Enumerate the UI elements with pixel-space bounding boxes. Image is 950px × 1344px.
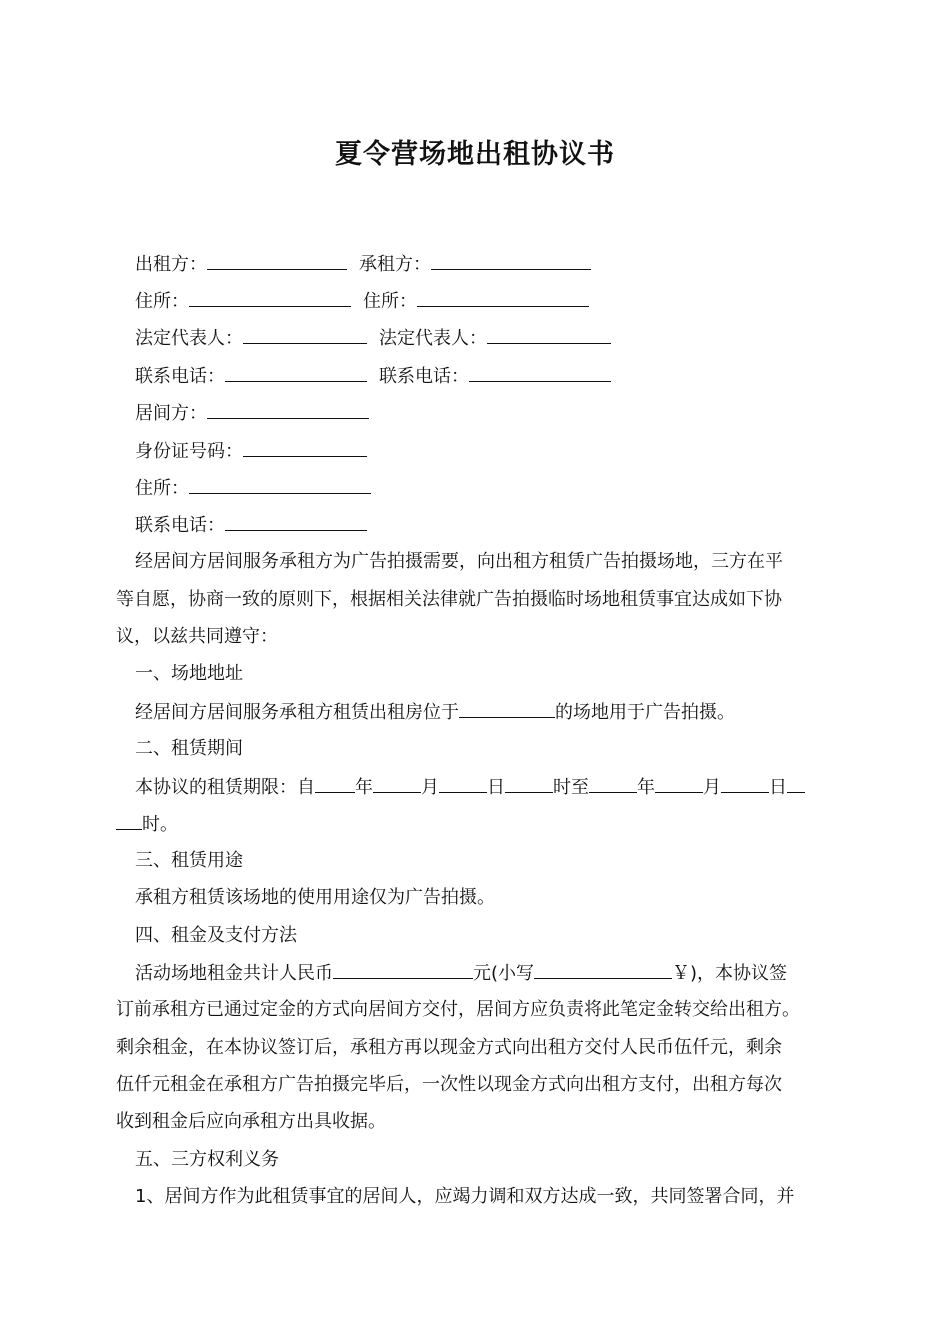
section-5-heading: 五、三方权利义务 <box>135 1149 279 1170</box>
lessee-field[interactable] <box>431 252 591 270</box>
id-row <box>116 439 865 464</box>
section-4-line-3: 伍仟元租金在承租方广告拍摄完毕后，一次性以现金方式向出租方支付，出租方每次 <box>116 1074 782 1095</box>
lessor-address-label: 住所： <box>135 291 189 312</box>
year-unit: 年 <box>355 777 373 798</box>
month-unit: 月 <box>703 777 721 798</box>
section-3-heading: 三、租赁用途 <box>135 850 243 871</box>
lessee-phone-field[interactable] <box>469 364 611 382</box>
broker-address-field[interactable] <box>189 476 371 494</box>
end-hour-field[interactable] <box>116 812 142 830</box>
section-5-item-1: 1、居间方作为此租赁事宜的居间人，应竭力调和双方达成一致，共同签署合同，并 <box>135 1186 795 1207</box>
lessee-legal-rep-field[interactable] <box>487 326 611 344</box>
party-row-1 <box>116 252 865 277</box>
lessor-address-field[interactable] <box>189 289 351 307</box>
site-location-field[interactable] <box>459 700 555 718</box>
section-4-line-1: 订前承租方已通过定金的方式向居间方交付，居间方应负责将此笔定金转交给出租方。 <box>116 999 800 1020</box>
lessee-label: 承租方： <box>359 254 431 275</box>
lessor-label: 出租方： <box>135 254 207 275</box>
broker-address-row <box>116 476 865 501</box>
party-row-4 <box>116 364 865 389</box>
hour-end-text: 时。 <box>142 814 178 835</box>
rent-tail-text: ￥)，本协议签 <box>672 963 788 984</box>
rent-uppercase-field[interactable] <box>333 961 473 979</box>
lessor-legal-rep-label: 法定代表人： <box>135 328 243 349</box>
section-1-text-b: 的场地用于广告拍摄。 <box>555 702 735 723</box>
section-2-heading: 二、租赁期间 <box>135 738 243 759</box>
lessor-phone-label: 联系电话： <box>135 366 225 387</box>
party-row-3 <box>116 326 865 351</box>
section-4-text <box>116 961 865 986</box>
section-2-text <box>116 775 865 800</box>
section-1-text-a: 经居间方居间服务承租方租赁出租房位于 <box>135 702 459 723</box>
lessor-legal-rep-field[interactable] <box>243 326 367 344</box>
broker-phone-row <box>116 513 865 538</box>
month-unit: 月 <box>421 777 439 798</box>
start-year-field[interactable] <box>315 775 355 793</box>
lessor-field[interactable] <box>207 252 347 270</box>
end-month-field[interactable] <box>655 775 703 793</box>
lessee-address-label: 住所： <box>363 291 417 312</box>
section-4-heading: 四、租金及支付方法 <box>135 925 297 946</box>
id-field[interactable] <box>243 439 367 457</box>
end-year-field[interactable] <box>589 775 637 793</box>
broker-phone-field[interactable] <box>225 513 367 531</box>
section-4-line-4: 收到租金后应向承租方出具收据。 <box>116 1111 386 1132</box>
rent-lowercase-label: 元(小写 <box>473 963 535 984</box>
intro-line-3: 议，以兹共同遵守： <box>116 626 278 647</box>
page-title: 夏令营场地出租协议书 <box>335 139 615 170</box>
rent-label: 活动场地租金共计人民币 <box>135 963 333 984</box>
lessee-address-field[interactable] <box>417 289 589 307</box>
end-day-field[interactable] <box>721 775 769 793</box>
lessor-phone-field[interactable] <box>225 364 367 382</box>
section-2-text-end <box>116 812 846 837</box>
section-3-text: 承租方租赁该场地的使用用途仅为广告拍摄。 <box>135 887 495 908</box>
intro-line-2: 等自愿，协商一致的原则下，根据相关法律就广告拍摄临时场地租赁事宜达成如下协 <box>116 589 782 610</box>
lessee-legal-rep-label: 法定代表人： <box>379 328 487 349</box>
hour-to-text: 时至 <box>553 777 589 798</box>
broker-field[interactable] <box>207 401 369 419</box>
broker-label: 居间方： <box>135 403 207 424</box>
section-1-text <box>116 700 865 725</box>
day-unit: 日 <box>769 777 787 798</box>
start-hour-field[interactable] <box>505 775 553 793</box>
lessee-phone-label: 联系电话： <box>379 366 469 387</box>
intro-line-1: 经居间方居间服务承租方为广告拍摄需要，向出租方租赁广告拍摄场地，三方在平 <box>135 551 783 572</box>
party-row-2 <box>116 289 865 314</box>
id-label: 身份证号码： <box>135 441 243 462</box>
start-month-field[interactable] <box>373 775 421 793</box>
lease-period-label: 本协议的租赁期限：自 <box>135 777 315 798</box>
rent-lowercase-field[interactable] <box>534 961 672 979</box>
year-unit: 年 <box>637 777 655 798</box>
section-1-heading: 一、场地地址 <box>135 663 243 684</box>
broker-address-label: 住所： <box>135 478 189 499</box>
section-4-line-2: 剩余租金，在本协议签订后，承租方再以现金方式向出租方交付人民币伍仟元，剩余 <box>116 1037 782 1058</box>
day-unit: 日 <box>487 777 505 798</box>
broker-phone-label: 联系电话： <box>135 515 225 536</box>
broker-row <box>116 401 865 426</box>
start-day-field[interactable] <box>439 775 487 793</box>
end-hour-field-start[interactable] <box>787 775 805 793</box>
